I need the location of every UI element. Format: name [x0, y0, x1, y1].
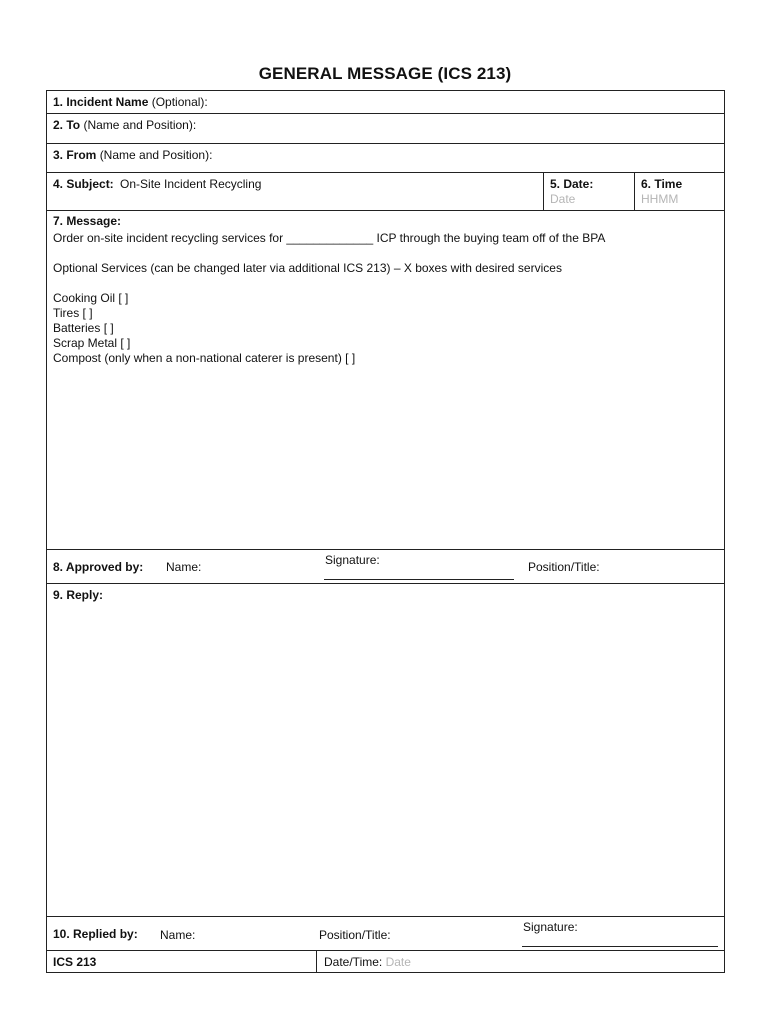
approved-name-field[interactable]: Name: [166, 560, 202, 574]
service-scrap-metal: Scrap Metal [ ] [53, 336, 131, 350]
time-input[interactable]: HHMM [641, 192, 679, 206]
divider [46, 172, 725, 173]
approved-signature-line[interactable] [324, 579, 514, 580]
from-label: 3. From [53, 148, 97, 162]
subject-value: On-Site Incident Recycling [120, 177, 262, 191]
message-text-area[interactable] [53, 231, 718, 543]
services-list [53, 291, 718, 366]
service-batteries: Batteries [ ] [53, 321, 114, 335]
divider [46, 583, 725, 584]
replied-position-field[interactable]: Position/Title: [319, 928, 391, 942]
approved-signature-label: Signature: [325, 553, 380, 567]
approved-position-field[interactable]: Position/Title: [528, 560, 600, 574]
date-label: 5. Date: [550, 177, 594, 191]
replied-signature-line[interactable] [522, 946, 718, 947]
divider [46, 549, 725, 550]
replied-name-field[interactable]: Name: [160, 928, 196, 942]
service-compost: Compost (only when a non-national caterer is present) [ ] [53, 351, 356, 365]
form-id: ICS 213 [53, 955, 97, 969]
from-hint: (Name and Position): [99, 148, 213, 162]
reply-label: 9. Reply: [53, 588, 104, 602]
datetime-label: Date/Time: [324, 955, 383, 969]
service-cooking-oil: Cooking Oil [ ] [53, 291, 129, 305]
divider [46, 916, 725, 917]
datetime-placeholder: Date [385, 955, 411, 969]
to-hint: (Name and Position): [83, 118, 197, 132]
replied-signature-label: Signature: [523, 920, 578, 934]
divider [316, 950, 317, 973]
subject-field[interactable] [53, 177, 261, 191]
incident-name-label: 1. Incident Name [53, 95, 149, 109]
approved-by-label: 8. Approved by: [53, 560, 144, 574]
incident-name-hint: (Optional): [151, 95, 208, 109]
form-title: GENERAL MESSAGE (ICS 213) [258, 64, 512, 83]
service-tires: Tires [ ] [53, 306, 93, 320]
divider [46, 210, 725, 211]
divider [46, 113, 725, 114]
incident-name-field[interactable] [53, 95, 208, 109]
message-line: Order on-site incident recycling services for _____________ ICP through the buying team off of the BPA [53, 231, 606, 245]
datetime-field[interactable] [324, 955, 411, 969]
divider [634, 172, 635, 210]
from-field[interactable] [53, 148, 212, 162]
reply-text-area[interactable] [53, 605, 718, 910]
time-label: 6. Time [641, 177, 683, 191]
divider [46, 143, 725, 144]
date-input[interactable]: Date [550, 192, 576, 206]
divider [46, 950, 725, 951]
to-label: 2. To [53, 118, 81, 132]
to-field[interactable] [53, 118, 196, 132]
replied-by-label: 10. Replied by: [53, 927, 138, 941]
message-line: Optional Services (can be changed later via additional ICS 213) – X boxes with desired services [53, 261, 562, 275]
subject-label: 4. Subject: [53, 177, 114, 191]
divider [543, 172, 544, 210]
message-label: 7. Message: [53, 214, 122, 228]
